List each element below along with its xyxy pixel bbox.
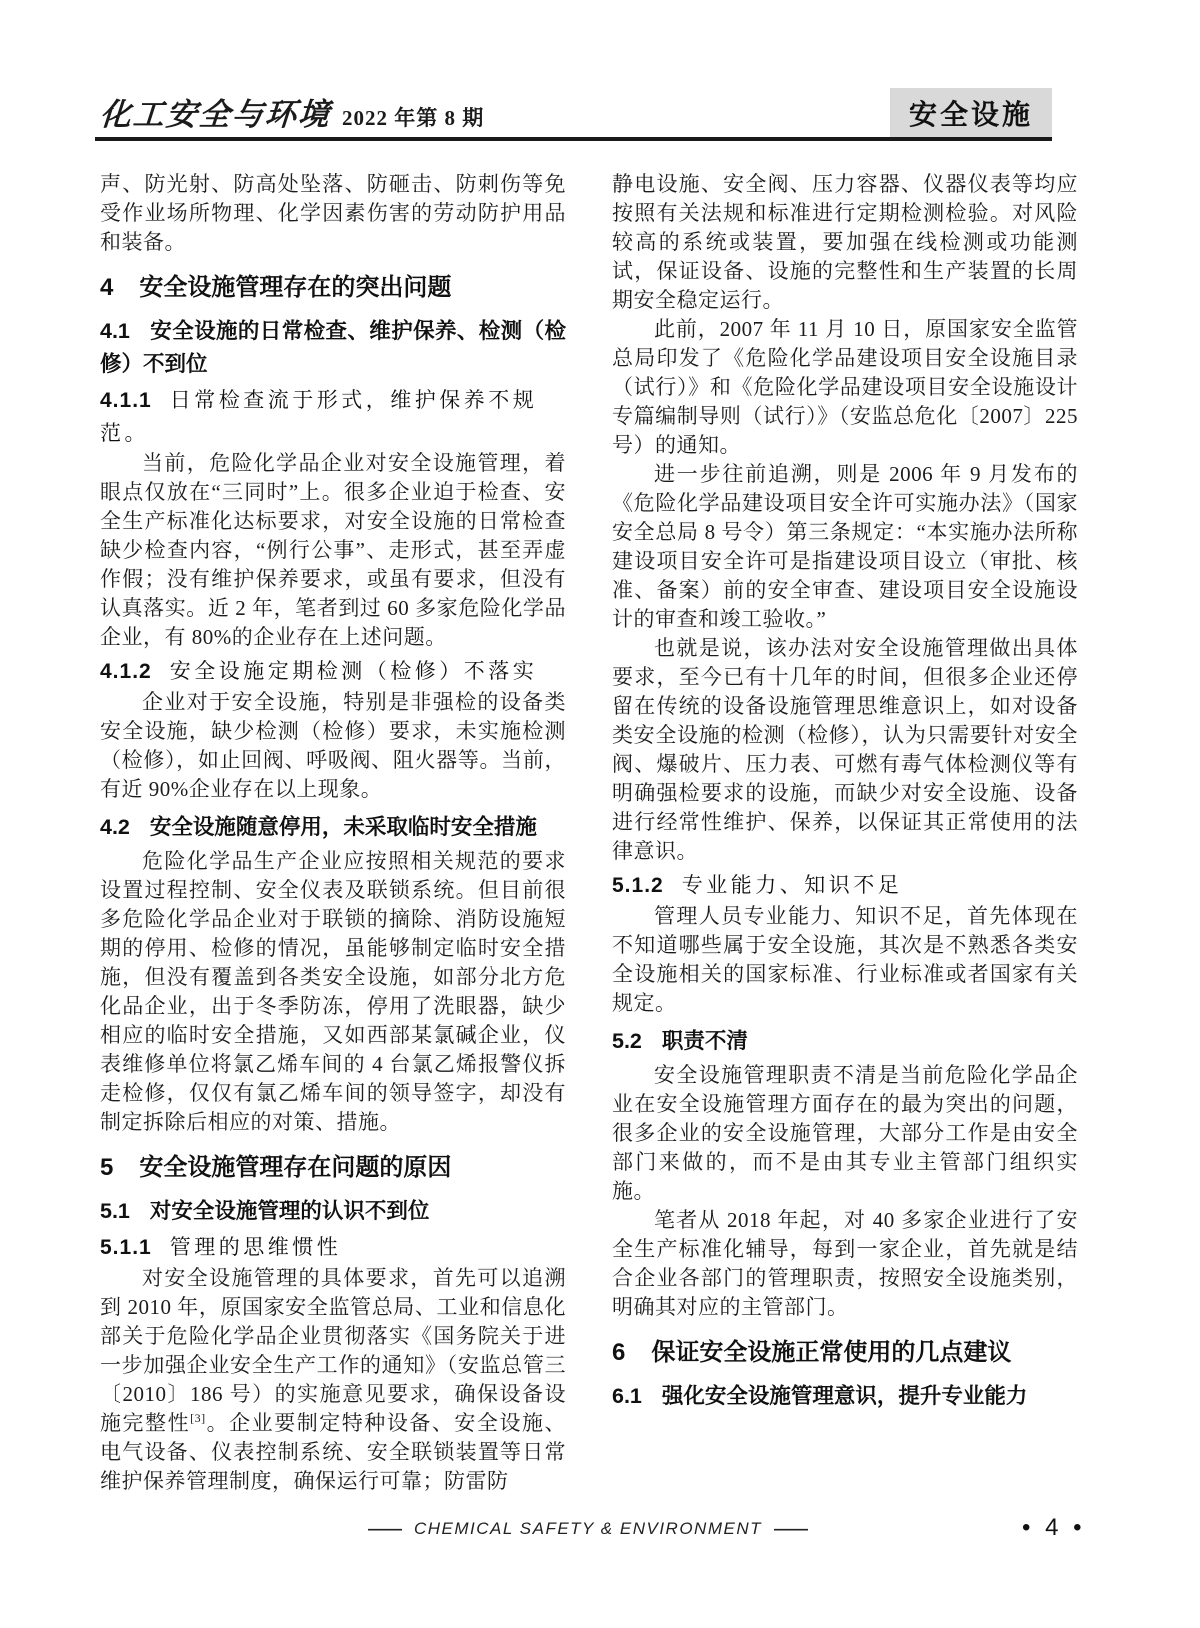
heading-number: 5.1.2 <box>612 874 664 897</box>
subsubsection-heading <box>100 1231 566 1264</box>
heading-number: 6 <box>612 1339 626 1366</box>
heading-number: 4.2 <box>100 815 130 839</box>
heading-title: 安全设施定期检测（检修）不落实 <box>169 659 538 683</box>
subsubsection-heading <box>612 869 1078 902</box>
citation-ref: [3] <box>190 1411 206 1425</box>
subsection-heading <box>612 1025 1078 1058</box>
section-tag-label: 安全设施 <box>908 98 1033 130</box>
heading-number: 6.1 <box>612 1384 642 1408</box>
page-number: • 4 • <box>1022 1514 1086 1541</box>
subsubsection-heading <box>100 655 566 688</box>
right-column <box>612 170 1078 1416</box>
heading-title: 安全设施管理存在的突出问题 <box>139 274 452 301</box>
paragraph: 企业对于安全设施，特别是非强检的设备类安全设施，缺少检测（检修）要求，未实施检测（检修），如止回阀、呼吸阀、阻火器等。当前，有近 90%企业存在以上现象。 <box>100 690 566 801</box>
heading-number: 4.1.1 <box>100 389 152 412</box>
article-body <box>100 170 1078 1515</box>
heading-title: 安全设施的日常检查、维护保养、检测（检修）不到位 <box>100 319 566 376</box>
paragraph: 也就是说，该办法对安全设施管理做出具体要求，至今已有十几年的时间，但很多企业还停留在传统的设备设施管理思维意识上，如对设备类安全设施的检测（检修），认为只需要针对安全阀、爆破片、压力表、可燃有毒气体检测仪等有明确强检要求的设施，而缺少对安全设施、设备进行经常性维护、保养，以保证其正常使用的法律意识。 <box>612 636 1078 863</box>
subsection-heading <box>100 315 566 381</box>
heading-title: 日常检查流于形式，维护保养不规范。 <box>100 388 538 445</box>
paragraph: 进一步往前追溯，则是 2006 年 9 月发布的《危险化学品建设项目安全许可实施办法》（国家安全总局 8 号令）第三条规定：“本实施办法所称建设项目安全许可是指建设项目设立（审批、核准、备案）前的安全审查、建设项目安全设施设计的审查和竣工验收。” <box>612 462 1078 631</box>
paragraph: 对安全设施管理的具体要求，首先可以追溯到 2010 年，原国家安全监管总局、工业和信息化部关于危险化学品企业贯彻落实《国务院关于进一步加强企业安全生产工作的通知》（安监总管三〔2010〕186 号）的实施意见要求，确保设备设施完整性[3]。企业要制定特种设备、安全设施、电气设备、仪表控制系统、安全联锁装置等日常维护保养管理制度，确保运行可靠；防雷防 <box>100 1266 567 1493</box>
heading-title: 管理的思维惯性 <box>169 1235 342 1259</box>
heading-title: 对安全设施管理的认识不到位 <box>149 1199 430 1223</box>
subsubsection-heading <box>100 384 566 449</box>
journal-logo: 化工安全与环境 <box>98 97 333 133</box>
heading-title: 专业能力、知识不足 <box>681 873 903 897</box>
paragraph: 此前，2007 年 11 月 10 日，原国家安全监管总局印发了《危险化学品建设项目安全设施目录（试行）》和《危险化学品建设项目安全设施设计专篇编制导则（试行）》（安监总危化〔2007〕225 号）的通知。 <box>612 317 1078 457</box>
header-rule <box>95 137 1052 141</box>
paragraph: 静电设施、安全阀、压力容器、仪器仪表等均应按照有关法规和标准进行定期检测检验。对风险较高的系统或装置，要加强在线检测或功能测试，保证设备、设施的完整性和生产装置的长周期安全稳定运行。 <box>612 172 1078 312</box>
paragraph: 当前，危险化学品企业对安全设施管理，着眼点仅放在“三同时”上。很多企业迫于检查、安全生产标准化达标要求，对安全设施的日常检查缺少检查内容，“例行公事”、走形式，甚至弄虚作假；没有维护保养要求，或虽有要求，但没有认真落实。近 2 年，笔者到过 60 多家危险化学品企业，有 80%的企业存在上述问题。 <box>100 451 566 649</box>
heading-number: 4 <box>100 274 114 301</box>
heading-number: 5.1 <box>100 1199 130 1223</box>
subsection-heading <box>100 811 566 844</box>
heading-number: 4.1 <box>100 319 130 343</box>
footer-journal-english: CHEMICAL SAFETY & ENVIRONMENT <box>414 1519 762 1538</box>
heading-title: 保证安全设施正常使用的几点建议 <box>651 1339 1012 1366</box>
paragraph: 管理人员专业能力、知识不足，首先体现在不知道哪些属于安全设施，其次是不熟悉各类安全设施相关的国家标准、行业标准或者国家有关规定。 <box>612 904 1078 1015</box>
paragraph: 安全设施管理职责不清是当前危险化学品企业在安全设施管理方面存在的最为突出的问题，很多企业的安全设施管理，大部分工作是由安全部门来做的，而不是由其专业主管部门组织实施。 <box>612 1063 1078 1203</box>
left-column <box>100 170 566 1496</box>
heading-number: 5.2 <box>612 1029 642 1053</box>
section-tag-box <box>890 88 1052 137</box>
heading-number: 5.1.1 <box>100 1236 152 1259</box>
paragraph: 笔者从 2018 年起，对 40 多家企业进行了安全生产标准化辅导，每到一家企业，首先就是结合企业各部门的管理职责，按照安全设施类别，明确其对应的主管部门。 <box>612 1208 1078 1319</box>
paragraph: 危险化学品生产企业应按照相关规范的要求设置过程控制、安全仪表及联锁系统。但目前很多危险化学品企业对于联锁的摘除、消防设施短期的停用、检修的情况，虽能够制定临时安全措施，但没有覆盖到各类安全设施，如部分北方危化品企业，出于冬季防冻，停用了洗眼器，缺少相应的临时安全措施，又如西部某氯碱企业，仪表维修单位将氯乙烯车间的 4 台氯乙烯报警仪拆走检修，仅仅有氯乙烯车间的领导签字，却没有制定拆除后相应的对策、措施。 <box>100 849 566 1134</box>
paragraph: 声、防光射、防高处坠落、防砸击、防刺伤等免受作业场所物理、化学因素伤害的劳动防护用品和装备。 <box>100 172 566 254</box>
heading-title: 安全设施管理存在问题的原因 <box>139 1154 452 1181</box>
issue-info: 2022 年第 8 期 <box>342 106 485 130</box>
heading-title: 职责不清 <box>661 1029 748 1053</box>
subsection-heading <box>100 1195 566 1228</box>
footer-journal-name <box>100 1516 1076 1542</box>
heading-number: 5 <box>100 1154 114 1181</box>
subsection-heading <box>612 1380 1078 1413</box>
section-heading <box>100 271 566 305</box>
section-heading <box>612 1336 1078 1370</box>
heading-number: 4.1.2 <box>100 660 152 683</box>
footer-left-dash: —— <box>368 1519 402 1538</box>
footer-right-dash: —— <box>773 1519 808 1538</box>
heading-title: 强化安全设施管理意识，提升专业能力 <box>661 1384 1028 1408</box>
heading-title: 安全设施随意停用，未采取临时安全措施 <box>149 815 537 839</box>
section-heading <box>100 1151 566 1185</box>
